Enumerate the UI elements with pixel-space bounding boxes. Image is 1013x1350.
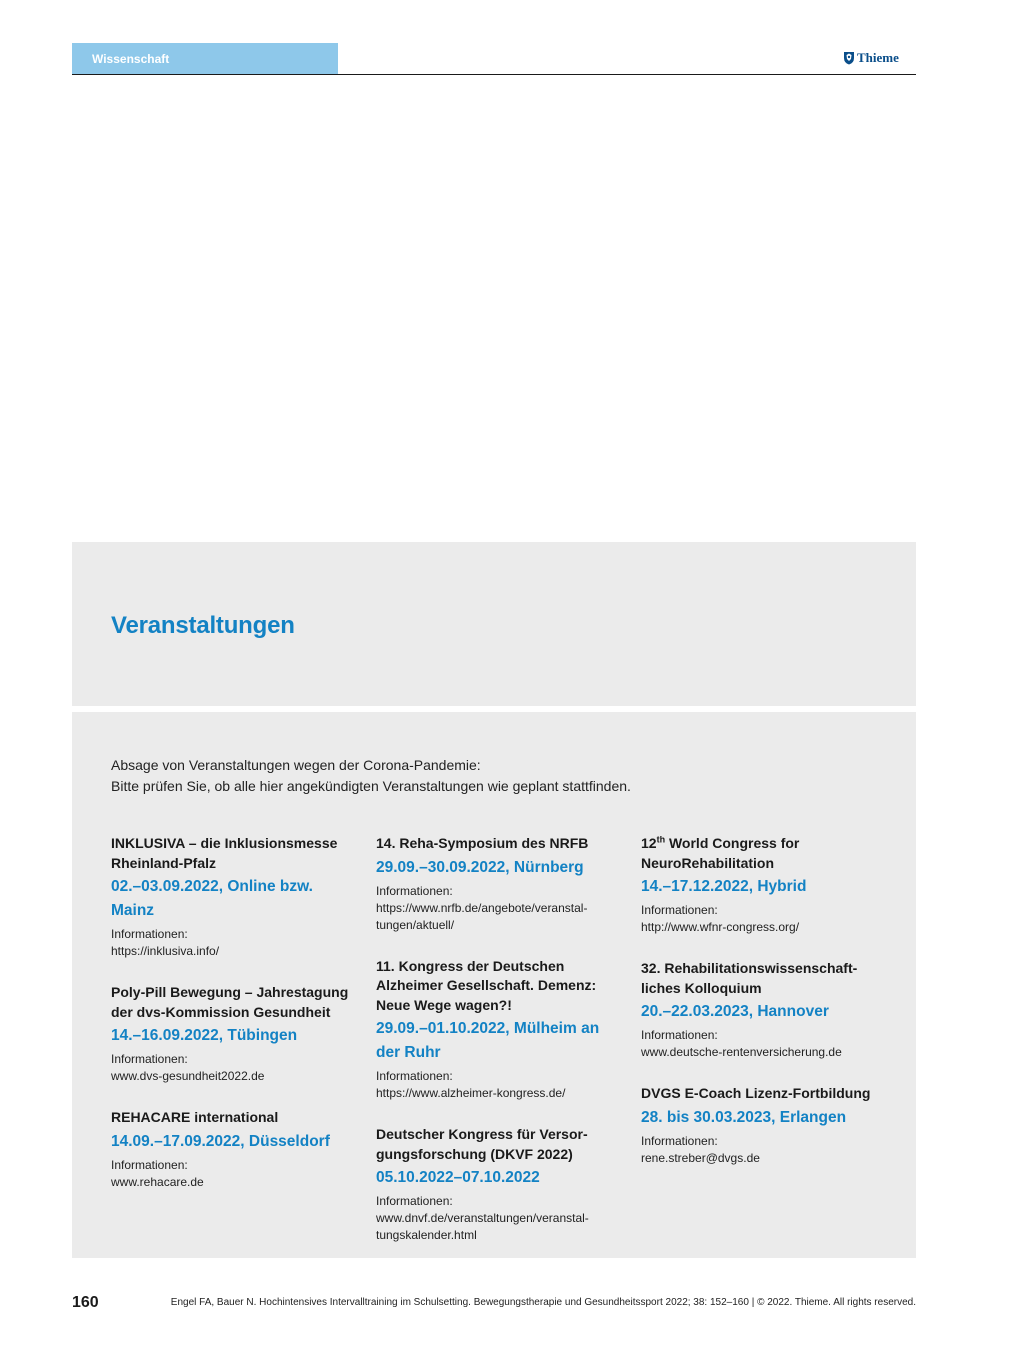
event-info-label: Informationen: (111, 1052, 188, 1066)
event-info-url: www.rehacare.de (111, 1174, 204, 1189)
event-title-line: liches Kolloquium (641, 979, 762, 996)
event-date (376, 1166, 616, 1190)
section-label: Wissenschaft (92, 52, 170, 66)
event-info-label: Informationen: (641, 903, 718, 917)
event-item (376, 1125, 616, 1244)
event-title-line: Deutscher Kongress für Versor- (376, 1126, 588, 1142)
event-info-url: rene.streber@dvgs.de (641, 1150, 760, 1165)
event-date-line: 29.09.–01.10.2022, Mülheim an (376, 1020, 600, 1037)
event-title (376, 834, 616, 854)
event-title-line: Neue Wege wagen?! (376, 996, 512, 1013)
events-box (72, 712, 916, 1258)
event-date-line: 20.–22.03.2023, Hannover (641, 1003, 829, 1020)
event-info-label: Informationen: (376, 883, 453, 898)
event-info-url: http://www.wfnr-congress.org/ (641, 920, 800, 934)
event-date (641, 1000, 881, 1024)
event-info-url: https://www.nrfb.de/angebote/veranstal- (376, 900, 588, 915)
event-title-line: DVGS E-Coach Lizenz-Fortbildung (641, 1085, 871, 1101)
notice-line: Absage von Veranstaltungen wegen der Corona-Pandemie: (111, 757, 481, 773)
event-date (376, 1017, 616, 1065)
events-column-1 (111, 834, 351, 1214)
event-item (641, 959, 881, 1061)
event-item (111, 834, 351, 960)
events-column-2 (376, 834, 616, 1267)
event-title-line: 11. Kongress der Deutschen (376, 957, 565, 974)
event-info-url: tungen/aktuell/ (376, 917, 455, 932)
event-title (111, 834, 351, 873)
event-info-label: Informationen: (376, 1194, 453, 1208)
event-info-url: https://www.alzheimer-kongress.de/ (376, 1086, 566, 1100)
event-item (641, 834, 881, 936)
events-column-3 (641, 834, 881, 1190)
header-rule (72, 74, 916, 75)
event-date-line: 05.10.2022–07.10.2022 (376, 1169, 540, 1186)
event-date (111, 1024, 351, 1048)
event-item (376, 957, 616, 1103)
citation: Engel FA, Bauer N. Hochintensives Intervalltraining im Schulsetting. Bewegungstherapie und Gesundheitssport 2022; 38: 152–160 | © 2022. Thieme. All rights reserved. (170, 1297, 916, 1308)
event-title-line: NeuroRehabilitation (641, 854, 775, 871)
event-date-line: 29.09.–30.09.2022, Nürnberg (376, 858, 584, 876)
event-title-line: Rheinland-Pfalz (111, 854, 217, 871)
event-date-line: 14.09.–17.09.2022, Düsseldorf (111, 1132, 330, 1150)
event-title-line: Poly-Pill Bewegung – Jahrestagung (111, 984, 349, 1000)
page-number: 160 (72, 1294, 99, 1311)
event-title-line: INKLUSIVA – die Inklusionsmesse (111, 835, 338, 851)
event-title-number: 12 (641, 835, 657, 851)
event-info-label: Informationen: (641, 1028, 718, 1042)
event-date-line: 28. bis 30.03.2023, Erlangen (641, 1108, 847, 1126)
event-title (376, 1125, 616, 1164)
event-title (641, 959, 881, 998)
event-date (376, 856, 616, 880)
event-title (111, 1108, 351, 1128)
event-item (641, 1084, 881, 1167)
event-title-line: 32. Rehabilitationswissenschaft- (641, 960, 858, 976)
event-title (641, 1084, 881, 1104)
publisher-logo (843, 49, 899, 67)
event-date-line: 02.–03.09.2022, Online bzw. (111, 878, 313, 895)
event-item (111, 1108, 351, 1191)
event-date (111, 1130, 351, 1154)
event-title-superscript: th (656, 834, 666, 845)
publisher-name: Thieme (857, 50, 899, 65)
event-date (111, 875, 351, 923)
event-info-url: www.dnvf.de/veranstaltungen/veranstal- (376, 1211, 589, 1225)
event-info-url: https://inklusiva.info/ (111, 944, 220, 958)
event-info-url: www.deutsche-rentenversicherung.de (641, 1045, 842, 1059)
event-title-line (641, 834, 881, 854)
event-date-line: 14.–17.12.2022, Hybrid (641, 878, 807, 895)
event-info-url: www.dvs-gesundheit2022.de (111, 1069, 265, 1083)
event-info-label: Informationen: (376, 1069, 453, 1083)
event-date-line: Mainz (111, 902, 155, 919)
thieme-crest-icon (843, 51, 855, 65)
event-date (641, 875, 881, 899)
event-info-label: Informationen: (111, 1157, 188, 1172)
event-title-line: Alzheimer Gesellschaft. Demenz: (376, 977, 597, 993)
section-tab (72, 43, 338, 75)
event-info-url: tungskalender.html (376, 1228, 477, 1242)
event-title-text: World Congress for (665, 835, 800, 851)
event-item (376, 834, 616, 934)
notice-line: Bitte prüfen Sie, ob alle hier angekündigten Veranstaltungen wie geplant stattfinden. (111, 778, 631, 794)
corona-notice (111, 755, 631, 797)
event-title-line: gungsforschung (DKVF 2022) (376, 1145, 573, 1162)
event-title-line: der dvs-Kommission Gesundheit (111, 1003, 331, 1020)
event-date-line: 14.–16.09.2022, Tübingen (111, 1027, 298, 1044)
event-title-line: REHACARE international (111, 1109, 279, 1125)
event-info-label: Informationen: (641, 1133, 718, 1148)
event-date (641, 1106, 881, 1130)
event-item (111, 983, 351, 1085)
event-title (111, 983, 351, 1022)
event-info-label: Informationen: (111, 927, 188, 941)
event-title-line: 14. Reha-Symposium des NRFB (376, 835, 589, 851)
title-box (72, 542, 916, 706)
event-title (641, 834, 881, 873)
page-title: Veranstaltungen (111, 612, 295, 639)
event-date-line: der Ruhr (376, 1044, 441, 1061)
event-title (376, 957, 616, 1016)
